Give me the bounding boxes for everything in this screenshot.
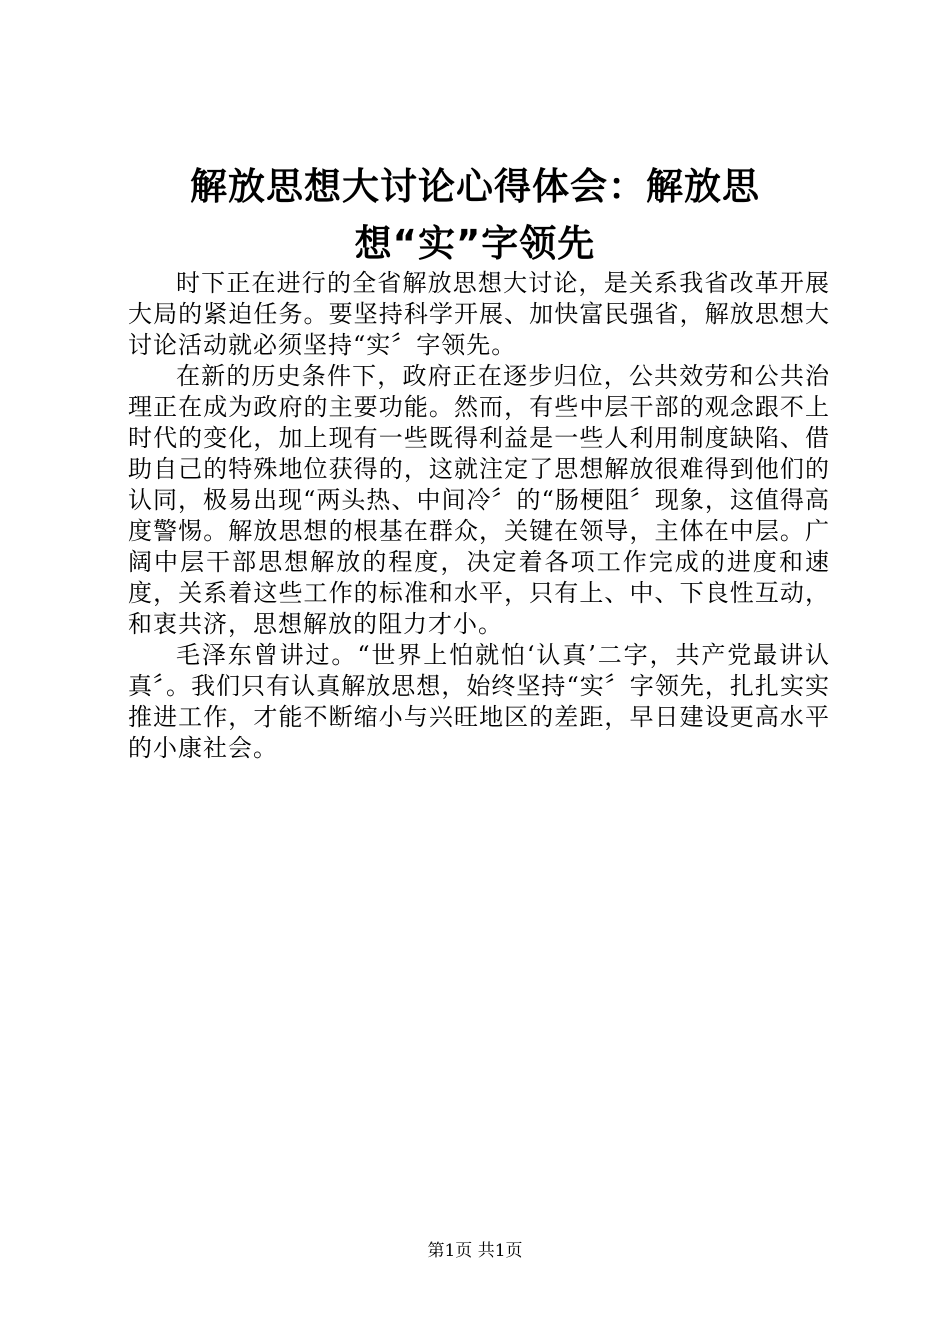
document-title: 解放思想大讨论心得体会：解放思想“实”字领先 (190, 165, 760, 265)
paragraph-1: 时下正在进行的全省解放思想大讨论，是关系我省改革开展大局的紧迫任务。要坚持科学开展、加快富民强省，解放思想大讨论活动就必须坚持“实〞字领先。 (128, 269, 830, 359)
paragraph-3: 毛泽东曾讲过。“世界上怕就怕‘认真’二字，共产党最讲认真〞。我们只有认真解放思想，始终坚持“实〞字领先，扎扎实实推进工作，才能不断缩小与兴旺地区的差距，早日建设更高水平的小康社会。 (128, 641, 830, 762)
page-footer: 第1页 共1页 (427, 1241, 523, 1261)
paragraph-2: 在新的历史条件下，政府正在逐步归位，公共效劳和公共治理正在成为政府的主要功能。然而，有些中层干部的观念跟不上时代的变化，加上现有一些既得利益是一些人利用制度缺陷、借助自己的特殊地位获得的，这就注定了思想解放很难得到他们的认同，极易出现“两头热、中间冷〞的“肠梗阻〞现象，这值得高度警惕。解放思想的根基在群众，关键在领导，主体在中层。广阔中层干部思想解放的程度，决定着各项工作完成的进度和速度，关系着这些工作的标准和水平，只有上、中、下良性互动，和衷共济，思想解放的阻力才小。 (128, 362, 830, 638)
document-body (128, 268, 830, 764)
